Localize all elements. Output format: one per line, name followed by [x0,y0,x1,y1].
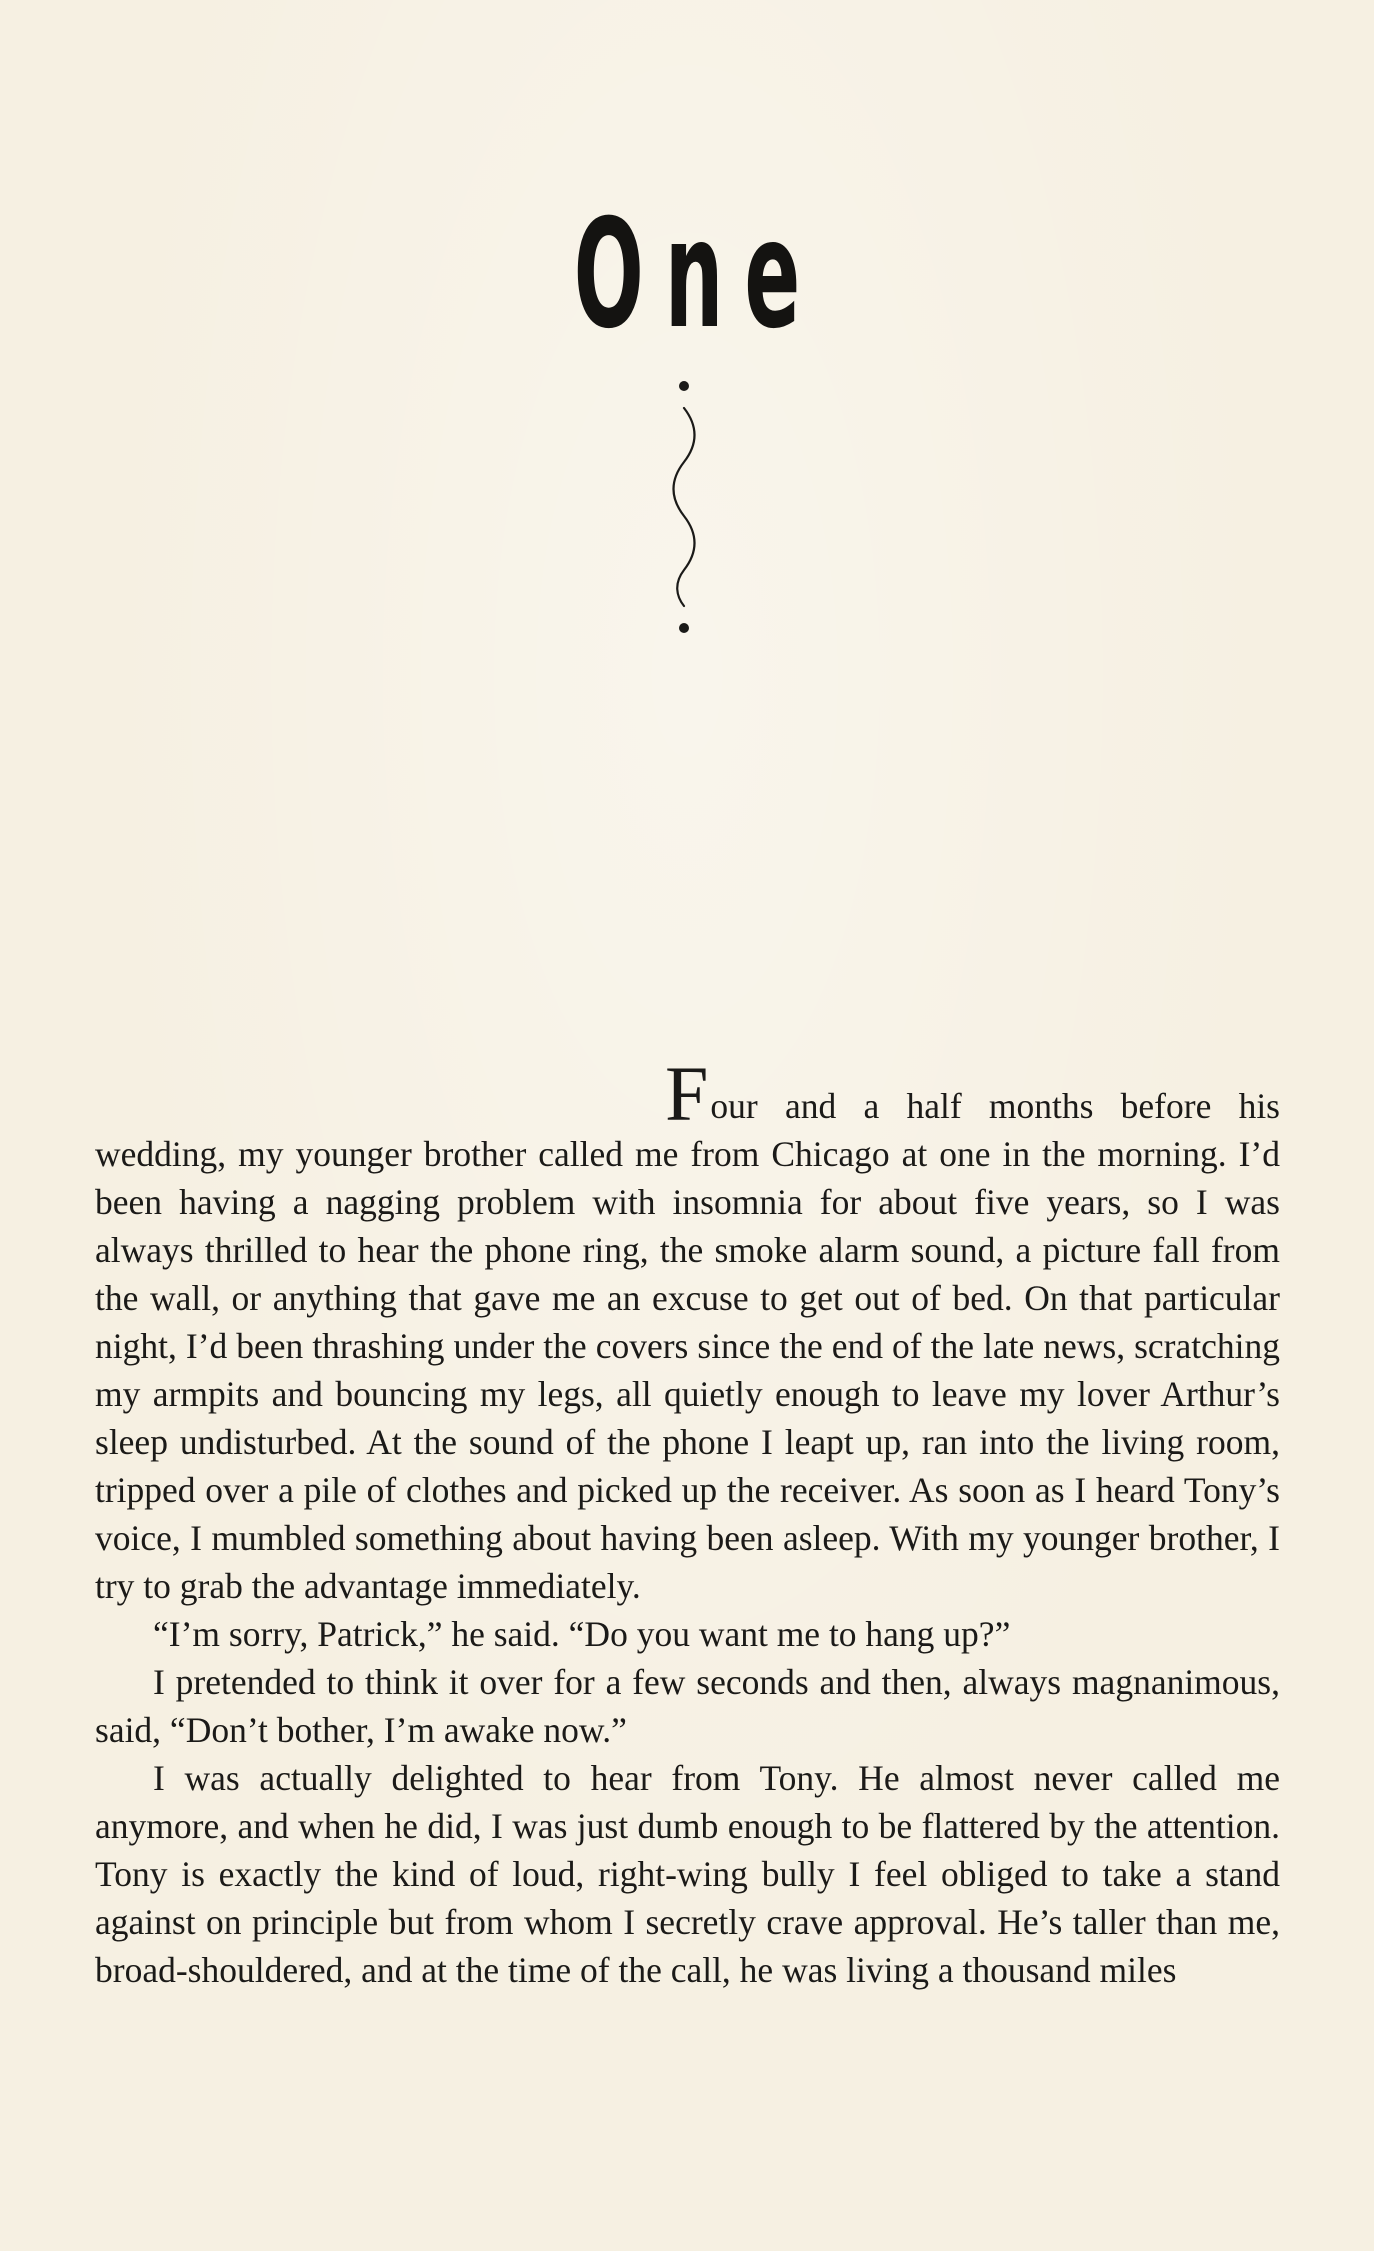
paragraph: “I’m sorry, Patrick,” he said. “Do you want me to hang up?” [153,1614,1011,1654]
paragraph-text: our and a half months before his wedding, my younger brother called me from Chicago at one in the morning. I’d been having a nagging problem with insomnia for about five years, so I was always thrilled to hear the phone ring, the smoke alarm sound, a picture fall from the wall, or anything that gave me an excuse to get out of bed. On that particular night, I’d been thrashing under the covers since the end of the late news, scratching my armpits and bouncing my legs, all quietly enough to leave my lover Arthur’s sleep undisturbed. At the sound of the phone I leapt up, ran into the living room, tripped over a pile of clothes and picked up the receiver. As soon as I heard Tony’s voice, I mumbled something about having been asleep. With my younger brother, I try to grab the advantage immediately. [95,1086,1280,1606]
paragraph: I pretended to think it over for a few seconds and then, always magnanimous, said, “Don’t bother, I’m awake now.” [95,1662,1280,1750]
dot-wave-dot-ornament-icon [664,378,704,638]
paragraph: Four and a half months before his wedding, my younger brother called me from Chicago at one in the morning. I’d been having a nagging problem with insomnia for about five years, so I was always thrilled to hear the phone ring, the smoke alarm sound, a picture fall from the wall, or anything that gave me an excuse to get out of bed. On that particular night, I’d been thrashing under the covers since the end of the late news, scratching my armpits and bouncing my legs, all quietly enough to leave my lover Arthur’s sleep undisturbed. At the sound of the phone I leapt up, ran into the living room, tripped over a pile of clothes and picked up the receiver. As soon as I heard Tony’s voice, I mumbled something about having been asleep. With my younger brother, I try to grab the advantage immediately. [95,1050,1280,1606]
chapter-title: One [573,188,822,362]
paragraph: I was actually delighted to hear from Tony. He almost never called me anymore, and when he did, I was just dumb enough to be flattered by the attention. Tony is exactly the kind of loud, right-wing bully I feel obliged to take a stand against on principle but from whom I secretly crave approval. He’s taller than me, broad-shouldered, and at the time of the call, he was living a thousand miles [95,1758,1280,1990]
body-text [95,1050,1280,1994]
